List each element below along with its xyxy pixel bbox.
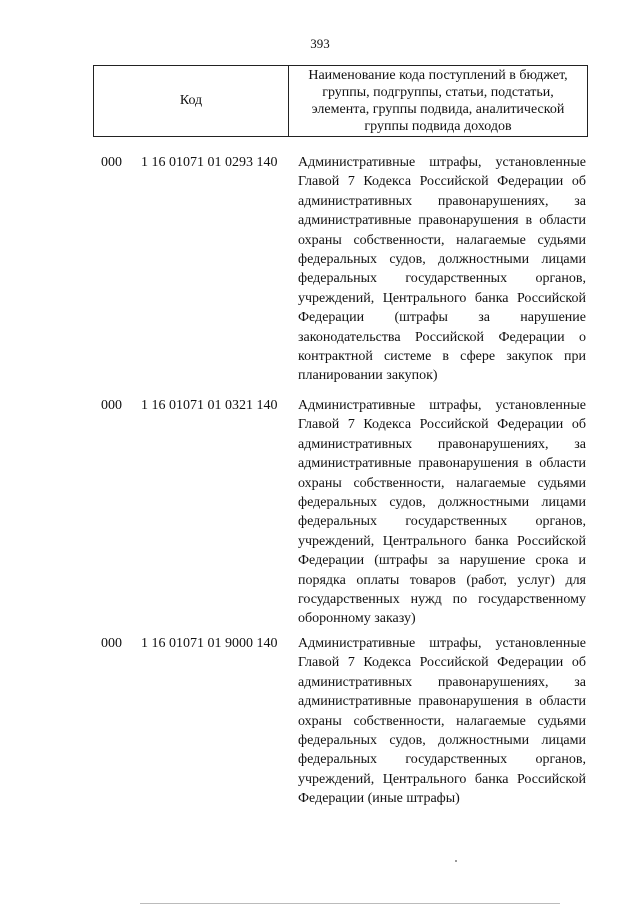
description-line: Федерации (штрафы за нарушение bbox=[298, 310, 586, 326]
entry-description bbox=[298, 153, 586, 386]
description-line: охраны собственности, налагаемые судьями bbox=[298, 475, 586, 491]
page-number: 393 bbox=[310, 36, 330, 51]
description-line: Административные штрафы, установленные bbox=[298, 636, 586, 651]
entry-admin-code: 000 bbox=[101, 155, 122, 170]
description-line: федеральных государственных органов, bbox=[298, 271, 586, 287]
description-line: административные правонарушения в области bbox=[298, 213, 586, 229]
description-line: административных правонарушениях, за bbox=[298, 436, 586, 452]
description-line: законодательства Российской Федерации о bbox=[298, 329, 586, 345]
description-line: административных правонарушениях, за bbox=[298, 193, 586, 209]
entry-revenue-code: 1 16 01071 01 0293 140 bbox=[141, 155, 278, 170]
description-line: федеральных судов, должностными лицами bbox=[298, 251, 586, 267]
description-line: федеральных государственных органов, bbox=[298, 752, 586, 768]
description-line: административные правонарушения в области bbox=[298, 694, 586, 710]
description-line: порядка оплаты товаров (работ, услуг) для bbox=[298, 572, 586, 588]
entry-revenue-code: 1 16 01071 01 9000 140 bbox=[141, 636, 278, 651]
header-name-cell: Наименование кода поступлений в бюджет, группы, подгруппы, статьи, подстатьи, элемента, группы подвида, аналитической группы подвида доходов bbox=[308, 68, 568, 134]
description-line: учреждений, Центрального банка Российской bbox=[298, 533, 586, 549]
description-line: планировании закупок) bbox=[298, 368, 438, 384]
description-line: Главой 7 Кодекса Российской Федерации об bbox=[298, 174, 586, 190]
description-line: Федерации (штрафы за нарушение срока и bbox=[298, 553, 586, 569]
scan-edge-line bbox=[140, 903, 560, 904]
entry-description bbox=[298, 634, 586, 809]
description-line: Главой 7 Кодекса Российской Федерации об bbox=[298, 417, 586, 433]
entry-admin-code: 000 bbox=[101, 636, 122, 651]
description-line: контрактной системе в сфере закупок при bbox=[298, 348, 586, 364]
entry-revenue-code: 1 16 01071 01 0321 140 bbox=[141, 398, 278, 413]
description-line: охраны собственности, налагаемые судьями bbox=[298, 713, 586, 729]
table-header bbox=[93, 65, 588, 137]
entry-admin-code: 000 bbox=[101, 398, 122, 413]
description-line: государственных нужд по государственному bbox=[298, 591, 586, 607]
scan-speck bbox=[455, 860, 457, 862]
description-line: федеральных судов, должностными лицами bbox=[298, 494, 586, 510]
description-line: оборонному заказу) bbox=[298, 611, 416, 627]
entry-description bbox=[298, 396, 586, 629]
description-line: учреждений, Центрального банка Российской bbox=[298, 771, 586, 787]
description-line: Главой 7 Кодекса Российской Федерации об bbox=[298, 655, 586, 671]
description-line: Административные штрафы, установленные bbox=[298, 155, 586, 170]
description-line: административных правонарушениях, за bbox=[298, 674, 586, 690]
description-line: Административные штрафы, установленные bbox=[298, 398, 586, 413]
header-code-cell: Код bbox=[94, 66, 289, 136]
description-line: федеральных судов, должностными лицами bbox=[298, 732, 586, 748]
description-line: охраны собственности, налагаемые судьями bbox=[298, 232, 586, 248]
description-line: учреждений, Центрального банка Российской bbox=[298, 290, 586, 306]
description-line: федеральных государственных органов, bbox=[298, 514, 586, 530]
description-line: административные правонарушения в области bbox=[298, 456, 586, 472]
description-line: Федерации (иные штрафы) bbox=[298, 791, 460, 807]
